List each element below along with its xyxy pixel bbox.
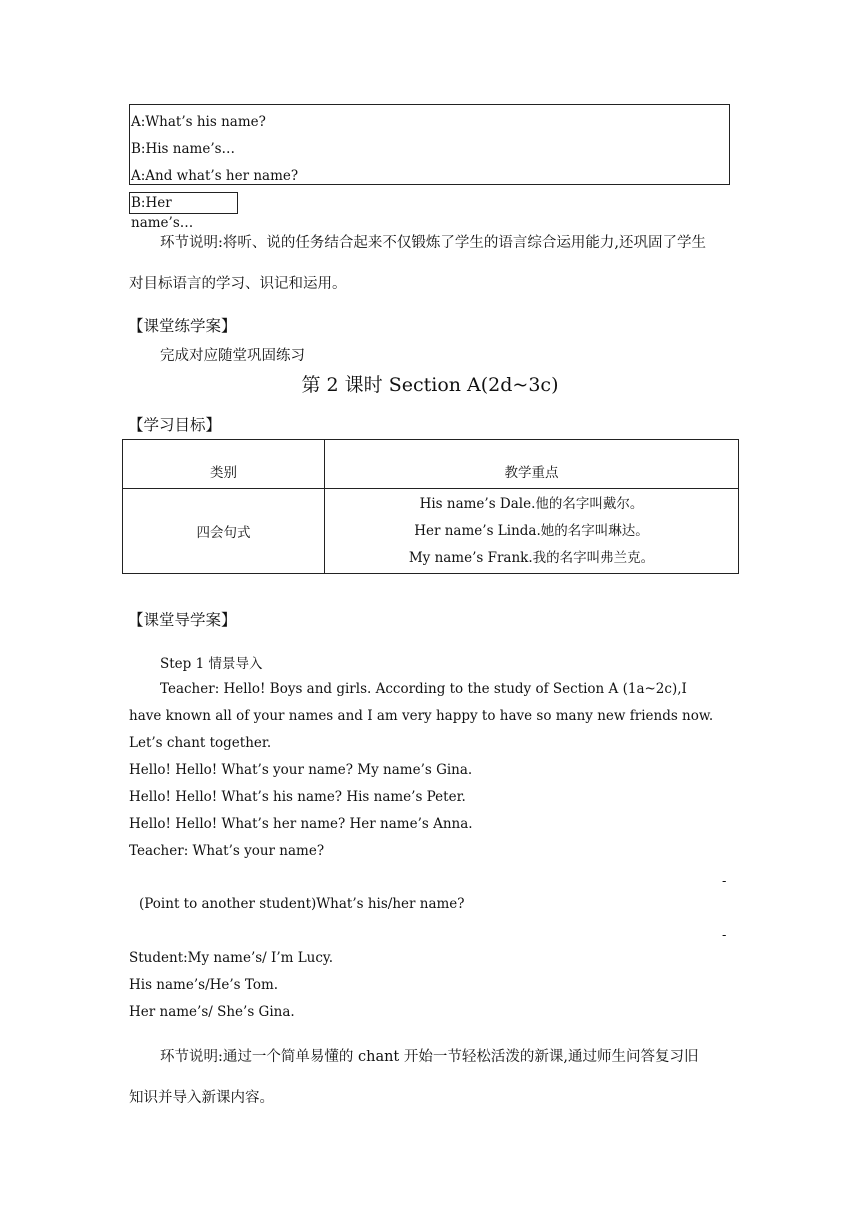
- teacher-line-3: Let’s chant together.: [129, 735, 272, 751]
- practice-heading: 【课堂练学案】: [128, 317, 237, 335]
- teacher-line-2: have known all of your names and I am very happy to have so many new friends now.: [129, 708, 714, 724]
- dialog-last-line: B:Her name’s…: [129, 192, 238, 214]
- goals-point-1: His name’s Dale.他的名字叫戴尔。: [419, 496, 644, 512]
- note2-line1: 环节说明:通过一个简单易懂的 chant 开始一节轻松活泼的新课,通过师生问答复习旧: [160, 1049, 699, 1065]
- dialog-line-1: A:What’s his name?: [131, 114, 266, 130]
- teacher-line-1: Teacher: Hello! Boys and girls. According to the study of Section A (1a~2c),I: [160, 681, 687, 697]
- answer-dash-1: -: [722, 874, 727, 889]
- chant-line-1: Hello! Hello! What’s your name? My name’s Gina.: [129, 762, 473, 778]
- dialog-line-2: B:His name’s…: [131, 141, 236, 157]
- practice-text: 完成对应随堂巩固练习: [160, 348, 305, 364]
- guide-step1: Step 1 情景导入: [160, 656, 263, 672]
- student-line-1: Student:My name’s/ I’m Lucy.: [129, 950, 334, 966]
- goals-points-cell: [325, 489, 739, 574]
- goals-table-header-row: [123, 440, 739, 489]
- note1-line1: 环节说明:将听、说的任务结合起来不仅锻炼了学生的语言综合运用能力,还巩固了学生: [160, 235, 706, 251]
- goals-category-cell: 四会句式: [123, 489, 325, 574]
- chant-line-2: Hello! Hello! What’s his name? His name’s Peter.: [129, 789, 466, 805]
- goals-point-2: Her name’s Linda.她的名字叫琳达。: [414, 523, 649, 539]
- student-line-3: Her name’s/ She’s Gina.: [129, 1004, 295, 1020]
- lesson-title: 第 2 课时 Section A(2d~3c): [301, 374, 559, 396]
- dialog-line-3: A:And what’s her name?: [131, 168, 299, 184]
- teacher-question: Teacher: What’s your name?: [129, 843, 325, 859]
- note2-line2: 知识并导入新课内容。: [129, 1090, 274, 1106]
- goals-header-points: 教学重点: [325, 440, 739, 489]
- goals-point-3: My name’s Frank.我的名字叫弗兰克。: [408, 550, 655, 566]
- dialog-box: [129, 104, 730, 185]
- goals-header-category: 类别: [123, 440, 325, 489]
- goals-table: [122, 439, 739, 574]
- guide-heading: 【课堂导学案】: [128, 611, 237, 629]
- point-line: (Point to another student)What’s his/her name?: [139, 896, 465, 912]
- note1-line2: 对目标语言的学习、识记和运用。: [129, 276, 347, 292]
- chant-line-3: Hello! Hello! What’s her name? Her name’s Anna.: [129, 816, 473, 832]
- goals-heading: 【学习目标】: [128, 416, 222, 434]
- answer-dash-2: -: [722, 928, 727, 943]
- student-line-2: His name’s/He’s Tom.: [129, 977, 279, 993]
- goals-table-row: [123, 489, 739, 574]
